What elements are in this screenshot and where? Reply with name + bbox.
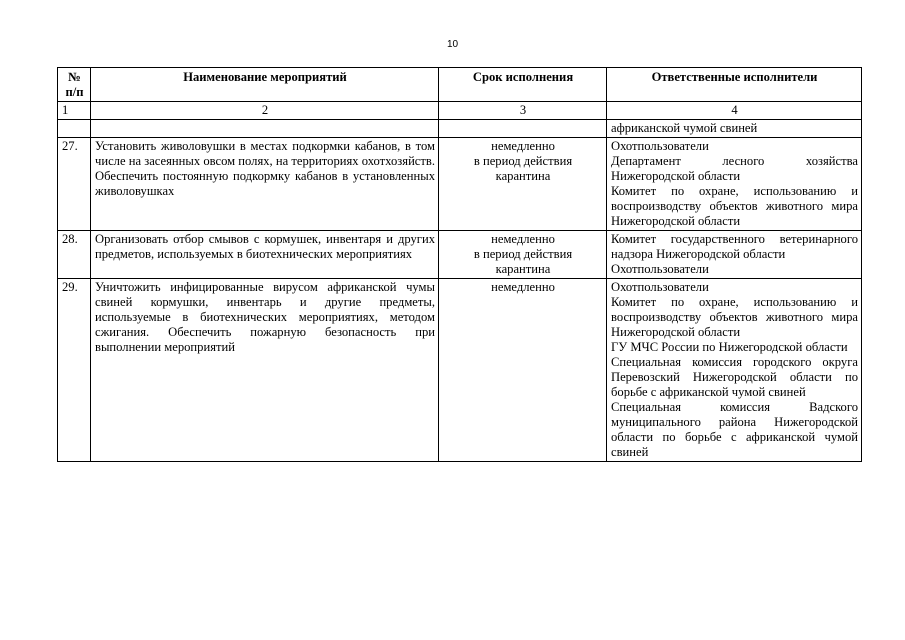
column-number: 2: [91, 102, 439, 120]
measure-name: Уничтожить инфицированные вирусом африканской чумы свиней кормушки, инвентарь и другие предметы, используемые в биотехнических мероприятиях, методом сжигания. Обеспечить пожарную безопасность при выполнении мероприятий: [91, 279, 439, 462]
header-row: [58, 68, 862, 102]
table-row: [58, 279, 862, 462]
responsible-item: Комитет по охране, использованию и воспроизводству объектов животного мира Нижегородской области: [611, 184, 858, 228]
page-number: 10: [446, 39, 459, 50]
measures-table: [57, 67, 862, 462]
responsible-item: Охотпользователи: [611, 262, 709, 276]
term-cell: немедленно: [439, 279, 607, 462]
table-row: [58, 138, 862, 231]
responsible-item: Комитет государственного ветеринарного надзора Нижегородской области: [611, 232, 858, 261]
header-num: № п/п: [58, 68, 91, 102]
continuation-text: африканской чумой свиней: [607, 120, 862, 138]
column-number: 1: [58, 102, 91, 120]
row-number: 29.: [58, 279, 91, 462]
term-cell: немедленно в период действия карантина: [439, 231, 607, 279]
table-row: [58, 231, 862, 279]
header-name: Наименование мероприятий: [91, 68, 439, 102]
term-cell: немедленно в период действия карантина: [439, 138, 607, 231]
responsible-cell: [607, 231, 862, 279]
responsible-item: Охотпользователи: [611, 139, 709, 153]
column-number: 3: [439, 102, 607, 120]
continuation-row: [58, 120, 862, 138]
row-number: 27.: [58, 138, 91, 231]
measure-name: Организовать отбор смывов с кормушек, инвентаря и других предметов, используемых в биотехнических мероприятиях: [91, 231, 439, 279]
responsible-item: Специальная комиссия Вадского муниципального района Нижегородской области по борьбе с африканской чумой свиней: [611, 400, 858, 459]
row-number: 28.: [58, 231, 91, 279]
column-number: 4: [607, 102, 862, 120]
responsible-item: ГУ МЧС России по Нижегородской области: [611, 340, 848, 354]
responsible-cell: [607, 138, 862, 231]
responsible-cell: [607, 279, 862, 462]
responsible-item: Комитет по охране, использованию и воспроизводству объектов животного мира Нижегородской области: [611, 295, 858, 339]
responsible-item: Департамент лесного хозяйства Нижегородской области: [611, 154, 858, 183]
responsible-item: Специальная комиссия городского округа Перевозский Нижегородской области по борьбе с африканской чумой свиней: [611, 355, 858, 399]
column-number-row: [58, 102, 862, 120]
header-responsible: Ответственные исполнители: [607, 68, 862, 102]
header-term: Срок исполнения: [439, 68, 607, 102]
responsible-item: Охотпользователи: [611, 280, 709, 294]
measure-name: Установить живоловушки в местах подкормки кабанов, в том числе на засеянных овсом полях, на территориях охотхозяйств. Обеспечить постоянную подкормку кабанов в установленных живоловушках: [91, 138, 439, 231]
